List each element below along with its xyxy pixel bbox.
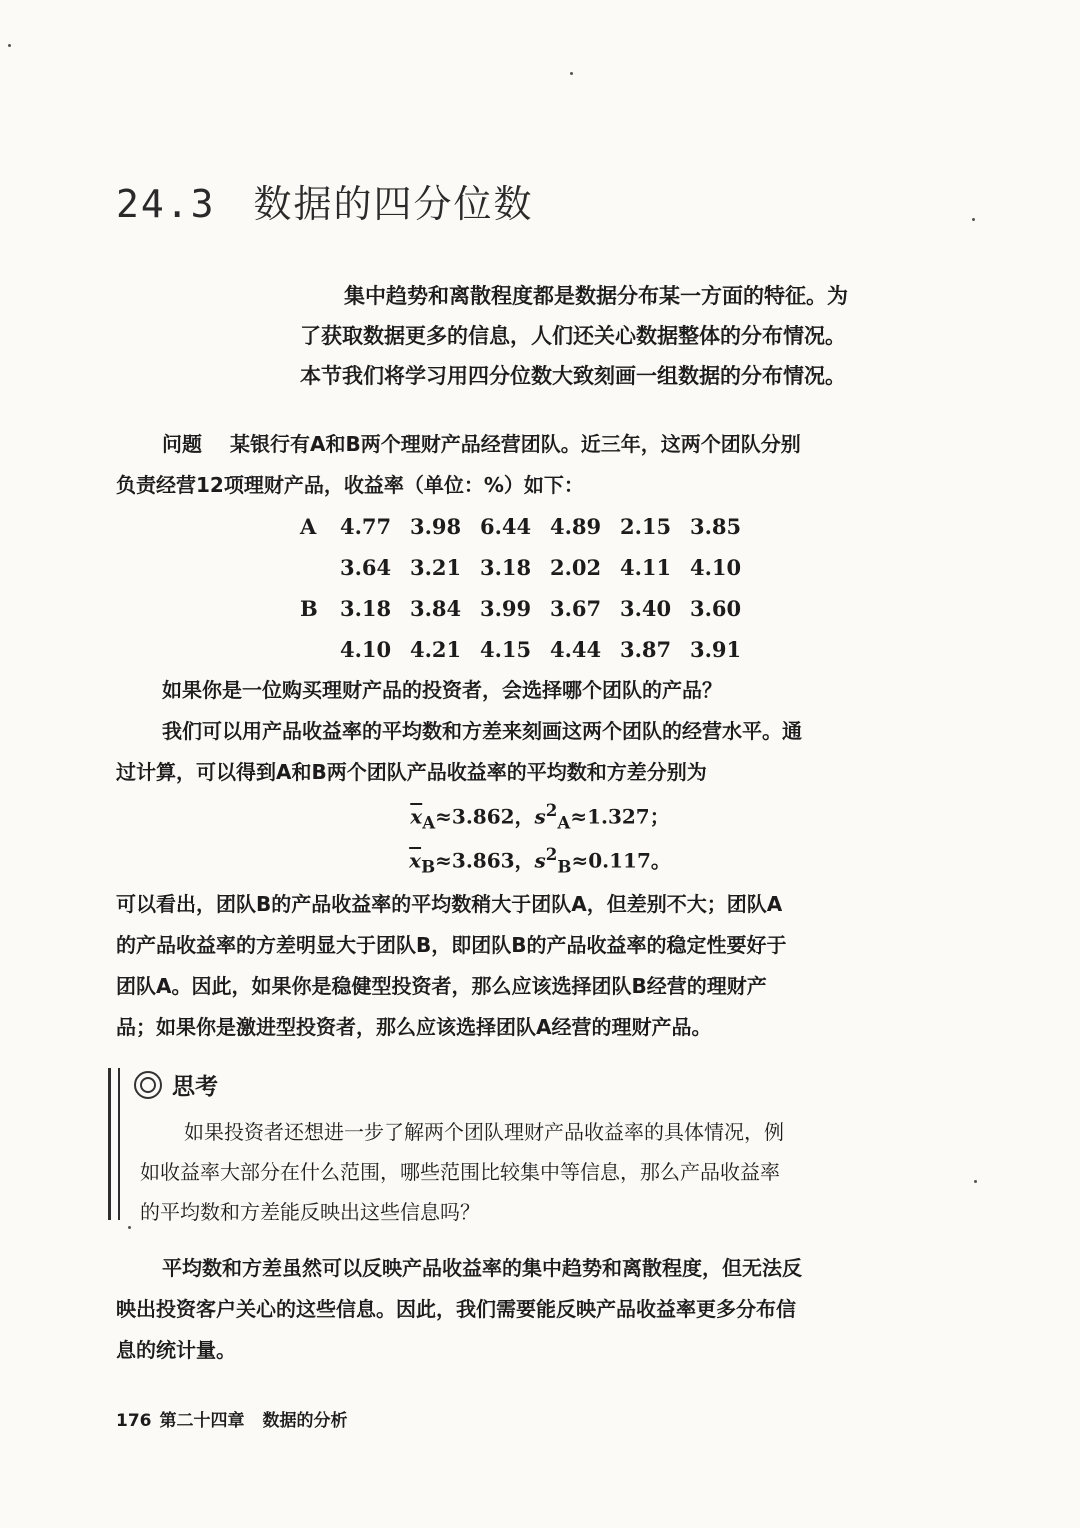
- variance-symbol: s: [534, 848, 546, 873]
- think-box-border: [108, 1068, 111, 1220]
- table-cell: 4.89: [550, 514, 602, 539]
- mean-value: ≈3.863，: [435, 848, 535, 873]
- table-cell: 3.40: [620, 596, 672, 621]
- return-rate-table: [300, 506, 760, 670]
- question-text: 如果你是一位购买理财产品的投资者，会选择哪个团队的产品？: [162, 678, 722, 702]
- think-box-border: [118, 1068, 120, 1220]
- table-cell: 4.10: [340, 637, 392, 662]
- table-cell: 3.18: [480, 555, 532, 580]
- page-footer: [116, 1406, 348, 1431]
- mean-subscript: B: [421, 856, 436, 877]
- table-row: [300, 547, 760, 588]
- analysis-text: 过计算，可以得到A和B两个团队产品收益率的平均数和方差分别为: [116, 760, 707, 784]
- variance-superscript: 2: [545, 844, 558, 864]
- intro-line: 了获取数据更多的信息，人们还关心数据整体的分布情况。: [300, 324, 846, 348]
- think-line: 的平均数和方差能反映出这些信息吗？: [140, 1200, 480, 1224]
- table-cell: 4.44: [550, 637, 602, 662]
- section-number: 24.3: [116, 182, 216, 227]
- table-cell: 4.15: [480, 637, 532, 662]
- scan-speck: [972, 218, 975, 221]
- mean-symbol: $\overline{x}$: [410, 804, 423, 829]
- table-cell: 4.11: [620, 555, 672, 580]
- scan-speck: [8, 44, 11, 47]
- chapter-title: 数据的分析: [262, 1411, 348, 1431]
- intro-line: 集中趋势和离散程度都是数据分布某一方面的特征。为: [344, 284, 848, 308]
- table-cell: 4.77: [340, 514, 392, 539]
- think-icon: [134, 1071, 162, 1099]
- section-heading: 数据的四分位数: [253, 182, 534, 227]
- variance-subscript: A: [557, 812, 571, 833]
- variance-value: ≈1.327；: [570, 804, 670, 829]
- page-number: 176: [116, 1411, 152, 1431]
- think-title: 思考: [172, 1074, 218, 1100]
- table-cell: 6.44: [480, 514, 532, 539]
- variance-superscript: 2: [545, 800, 558, 820]
- table-cell: 3.60: [690, 596, 742, 621]
- closing-line: 平均数和方差虽然可以反映产品收益率的集中趋势和离散程度，但无法反: [162, 1256, 802, 1280]
- team-label: B: [300, 596, 318, 621]
- table-cell: 3.91: [690, 637, 742, 662]
- table-cell: 4.21: [410, 637, 462, 662]
- conclusion-line: 的产品收益率的方差明显大于团队B，即团队B的产品收益率的稳定性要好于: [116, 933, 787, 957]
- table-row: [300, 629, 760, 670]
- problem-text: 某银行有A和B两个理财产品经营团队。近三年，这两个团队分别: [230, 432, 801, 456]
- mean-symbol: $\overline{x}$: [409, 848, 422, 873]
- formula-team-b: [0, 844, 1080, 877]
- conclusion-line: 团队A。因此，如果你是稳健型投资者，那么应该选择团队B经营的理财产: [116, 974, 767, 998]
- conclusion-paragraph: [116, 884, 918, 1048]
- table-cell: 3.67: [550, 596, 602, 621]
- closing-line: 息的统计量。: [116, 1338, 236, 1362]
- mean-subscript: A: [422, 812, 436, 833]
- problem-label: 问题: [162, 432, 202, 456]
- think-line: 如果投资者还想进一步了解两个团队理财产品收益率的具体情况，例: [184, 1120, 784, 1144]
- intro-line: 本节我们将学习用四分位数大致刻画一组数据的分布情况。: [300, 364, 846, 388]
- table-cell: 2.15: [620, 514, 672, 539]
- closing-paragraph: [116, 1248, 918, 1371]
- table-cell: 2.02: [550, 555, 602, 580]
- table-cell: 4.10: [690, 555, 742, 580]
- scan-speck: [974, 1180, 977, 1183]
- formula-team-a: [0, 800, 1080, 833]
- table-row: [300, 588, 760, 629]
- table-cell: 3.98: [410, 514, 462, 539]
- table-cell: 3.87: [620, 637, 672, 662]
- team-label: A: [300, 514, 317, 539]
- closing-line: 映出投资客户关心的这些信息。因此，我们需要能反映产品收益率更多分布信: [116, 1297, 796, 1321]
- variance-subscript: B: [557, 856, 572, 877]
- scan-speck: [128, 1226, 131, 1229]
- think-body: [140, 1112, 900, 1232]
- analysis-text: 我们可以用产品收益率的平均数和方差来刻画这两个团队的经营水平。通: [162, 719, 802, 743]
- conclusion-line: 品；如果你是激进型投资者，那么应该选择团队A经营的理财产品。: [116, 1015, 712, 1039]
- table-row: [300, 506, 760, 547]
- table-cell: 3.84: [410, 596, 462, 621]
- problem-text: 负责经营12项理财产品，收益率（单位：%）如下：: [116, 473, 584, 497]
- question-paragraph: [116, 670, 918, 793]
- table-cell: 3.18: [340, 596, 392, 621]
- table-cell: 3.85: [690, 514, 742, 539]
- section-title: [116, 173, 534, 228]
- think-line: 如收益率大部分在什么范围，哪些范围比较集中等信息，那么产品收益率: [140, 1160, 780, 1184]
- mean-value: ≈3.862，: [435, 804, 535, 829]
- conclusion-line: 可以看出，团队B的产品收益率的平均数稍大于团队A，但差别不大；团队A: [116, 892, 783, 916]
- scan-speck: [570, 72, 573, 75]
- table-cell: 3.99: [480, 596, 532, 621]
- problem-statement: [116, 424, 918, 506]
- section-intro: [300, 276, 920, 396]
- chapter-label: 第二十四章: [159, 1411, 245, 1431]
- variance-symbol: s: [534, 804, 546, 829]
- variance-value: ≈0.117。: [571, 848, 671, 873]
- table-cell: 3.64: [340, 555, 392, 580]
- table-cell: 3.21: [410, 555, 462, 580]
